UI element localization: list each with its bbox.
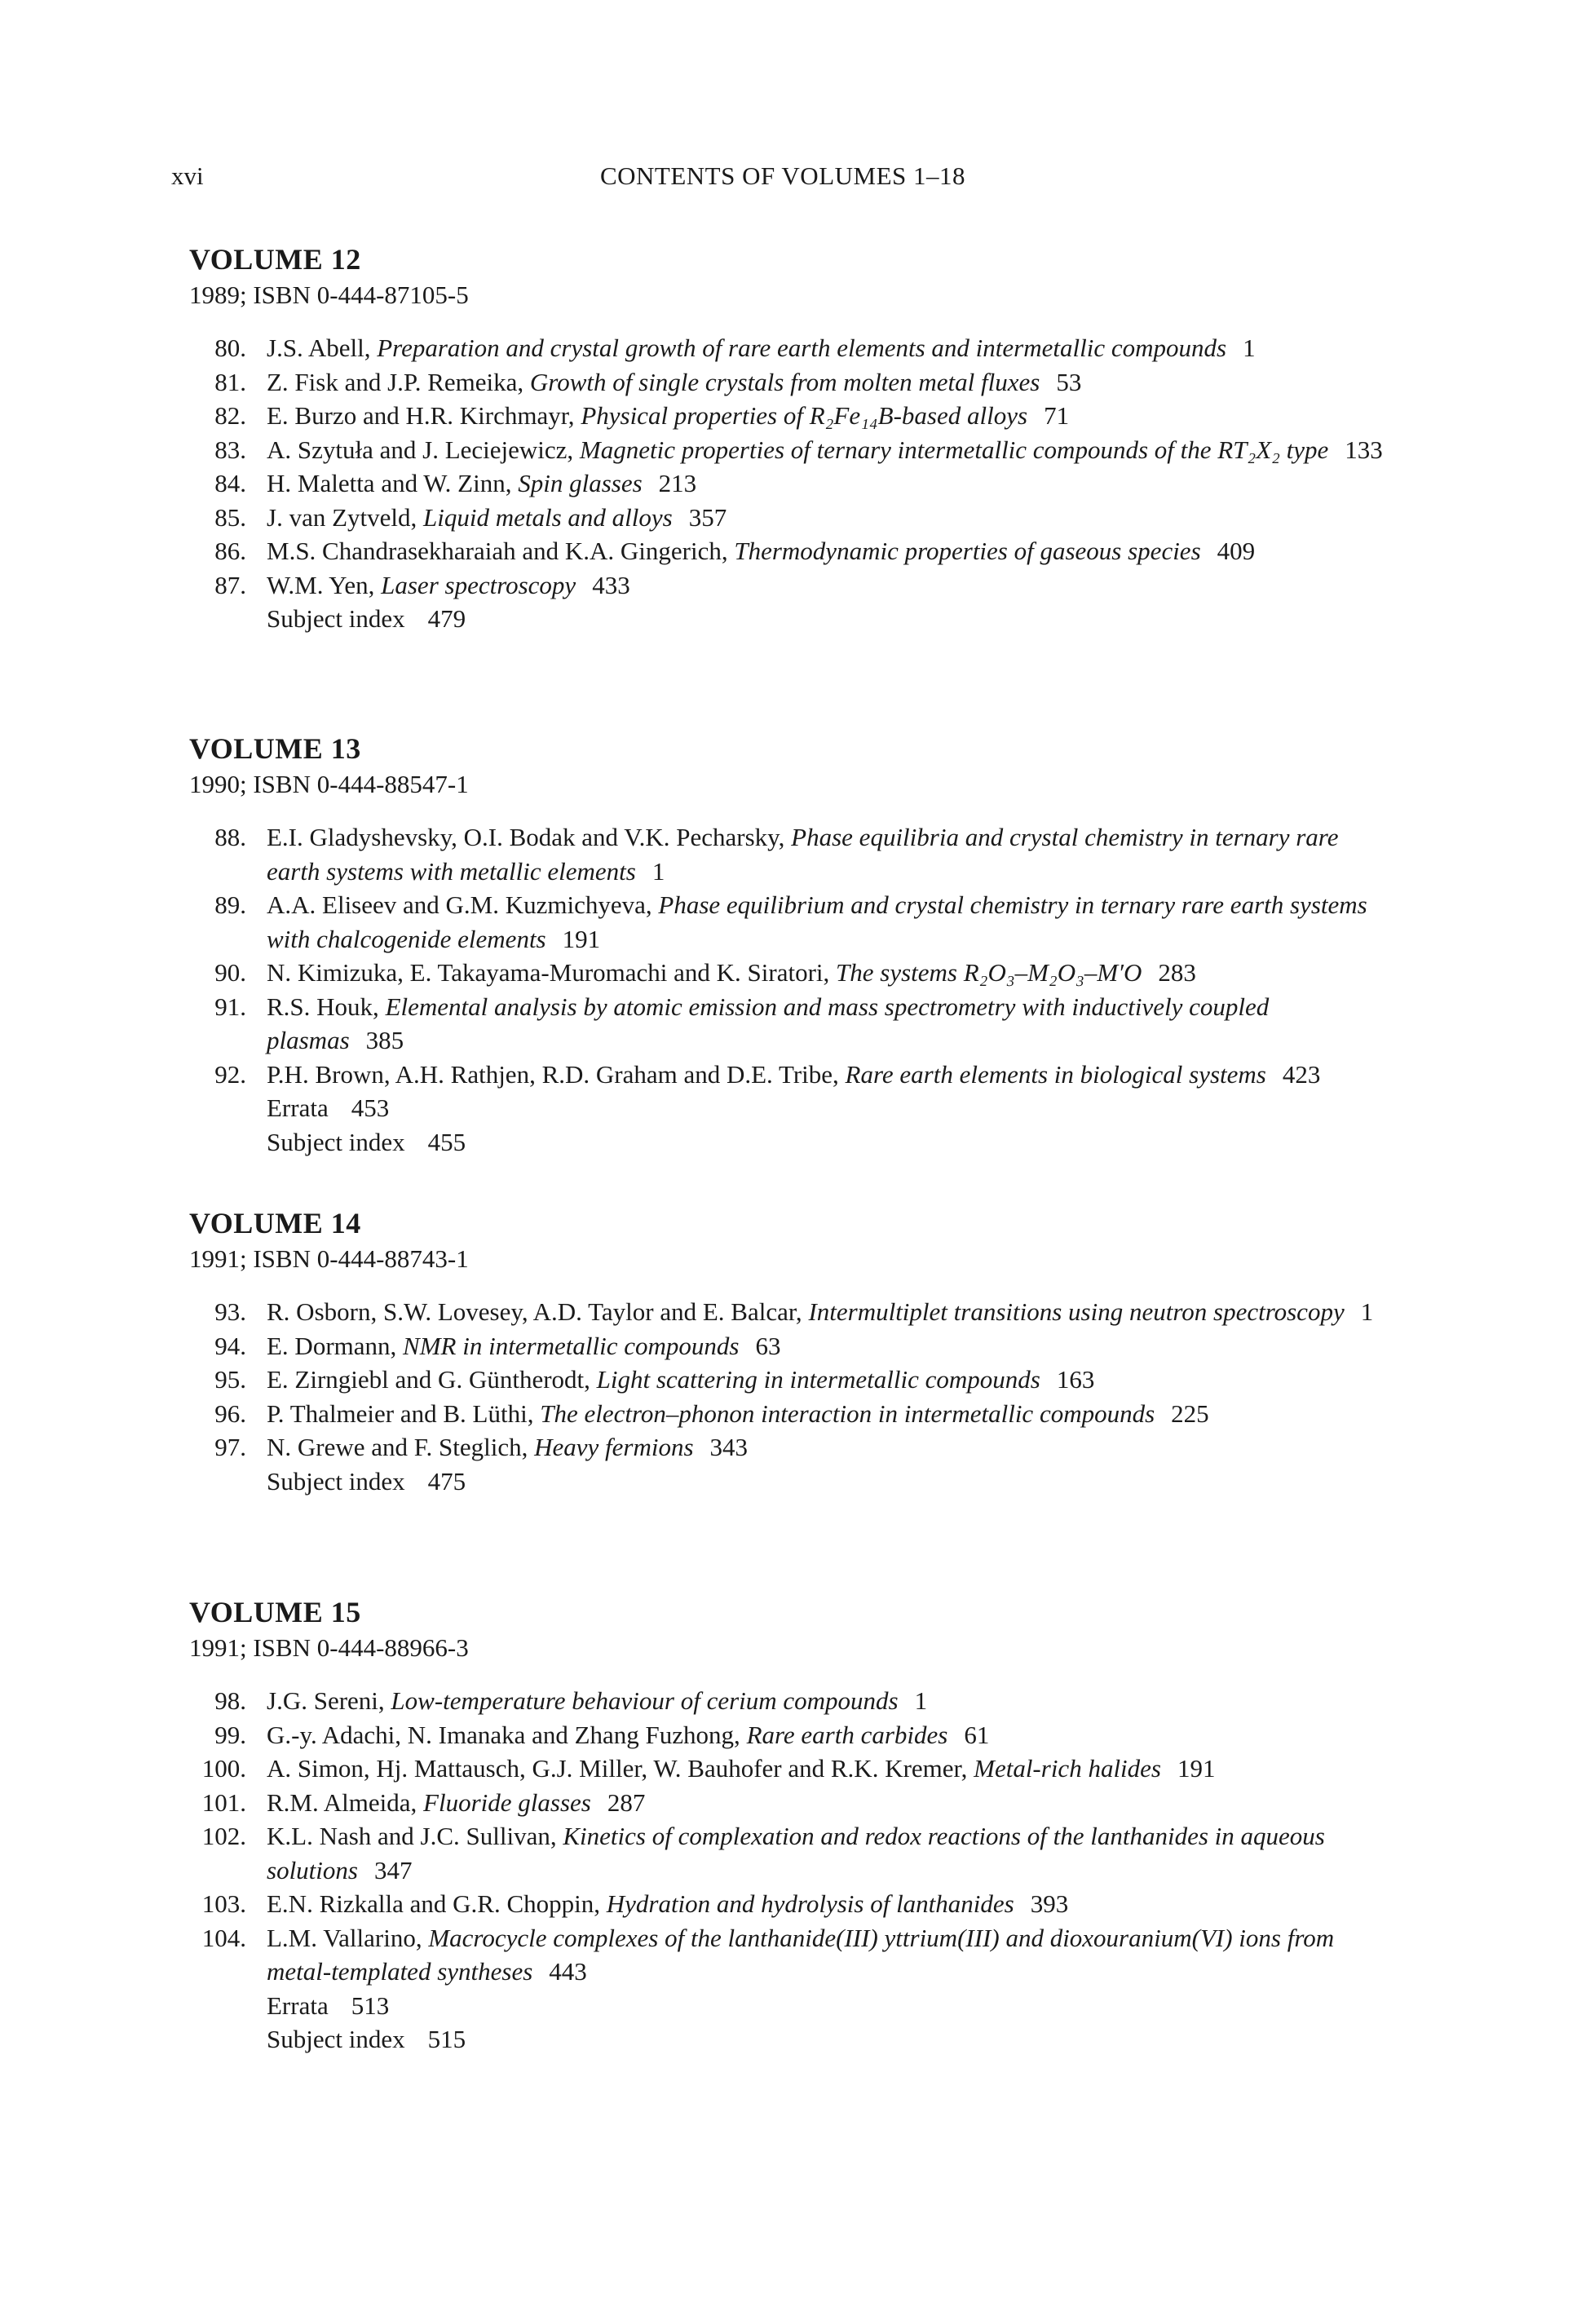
entry-page: 343	[709, 1433, 749, 1461]
entry-number: 85.	[214, 502, 246, 532]
entry-authors: R.S. Houk,	[267, 992, 379, 1021]
entry-authors: A. Simon, Hj. Mattausch, G.J. Miller, W. Bauhofer and R.K. Kremer,	[267, 1754, 968, 1783]
entry-page: 347	[373, 1855, 413, 1884]
contents-entry	[189, 1329, 1396, 1363]
entry-number: 87.	[214, 570, 246, 599]
entry-title: Phase equilibrium and crystal chemistry in ternary rare earth systems with chalcogenide elements	[267, 890, 1367, 953]
entry-title: Magnetic properties of ternary intermetallic compounds of the RT₂X₂ type	[579, 435, 1329, 464]
contents-list	[189, 1684, 1396, 2057]
contents-entry	[189, 1786, 1396, 1820]
entry-page: 423	[1282, 1059, 1321, 1089]
volume-year-isbn: 1989; ISBN 0-444-87105-5	[189, 281, 469, 309]
entry-number: 102.	[201, 1822, 246, 1850]
volume-section	[189, 1594, 1396, 2057]
entry-title: Preparation and crystal growth of rare earth elements and intermetallic compounds	[377, 334, 1227, 362]
entry-authors: J.S. Abell,	[267, 334, 371, 362]
contents-entry	[189, 888, 1396, 956]
entry-number: 100.	[201, 1754, 246, 1783]
entry-authors: P. Thalmeier and B. Lüthi,	[267, 1398, 534, 1428]
entry-title: Heavy fermions	[534, 1433, 694, 1461]
entry-number: 93.	[214, 1297, 246, 1326]
entry-number: 89.	[214, 890, 246, 919]
entry-number: 101.	[201, 1787, 246, 1817]
entry-title: NMR in intermetallic compounds	[403, 1331, 740, 1360]
entry-number: 91.	[214, 992, 246, 1021]
contents-entry	[189, 365, 1396, 400]
back-matter-page: 453	[351, 1094, 390, 1122]
entry-number: 83.	[214, 435, 246, 464]
entry-number: 103.	[201, 1889, 246, 1918]
entry-page: 53	[1056, 367, 1082, 396]
entry-title: Intermultiplet transitions using neutron spectroscopy	[808, 1297, 1345, 1326]
contents-entry	[189, 534, 1396, 568]
contents-entry	[189, 1295, 1396, 1329]
entry-title: The electron–phonon interaction in intermetallic compounds	[540, 1398, 1155, 1428]
entry-authors: E.I. Gladyshevsky, O.I. Bodak and V.K. Pecharsky,	[267, 823, 785, 851]
entry-page: 283	[1158, 958, 1196, 987]
entry-title: Spin glasses	[518, 469, 643, 497]
entry-authors: E. Dormann,	[267, 1331, 397, 1360]
back-matter-entry	[189, 1989, 1396, 2023]
back-matter-entry	[189, 1091, 1396, 1125]
contents-list	[189, 1295, 1396, 1498]
entry-authors: R. Osborn, S.W. Lovesey, A.D. Taylor and E. Balcar,	[267, 1297, 802, 1326]
contents-entry	[189, 331, 1396, 365]
entry-authors: N. Kimizuka, E. Takayama-Muromachi and K. Siratori,	[267, 958, 830, 987]
back-matter-page: 475	[427, 1466, 466, 1496]
contents-entry	[189, 1363, 1396, 1397]
contents-entry	[189, 433, 1396, 467]
volume-year-isbn: 1990; ISBN 0-444-88547-1	[189, 770, 469, 798]
contents-entry	[189, 1058, 1396, 1092]
back-matter-label: Errata	[267, 1990, 329, 2020]
contents-entry	[189, 1752, 1396, 1786]
entry-page: 385	[365, 1026, 404, 1054]
contents-entry	[189, 466, 1396, 501]
entry-page: 1	[914, 1686, 928, 1715]
entry-page: 1	[1243, 334, 1256, 362]
contents-entry	[189, 956, 1396, 990]
entry-authors: A.A. Eliseev and G.M. Kuzmichyeva,	[267, 890, 652, 919]
entry-authors: K.L. Nash and J.C. Sullivan,	[267, 1822, 557, 1850]
back-matter-label: Errata	[267, 1094, 329, 1122]
back-matter-page: 455	[427, 1127, 466, 1156]
entry-number: 99.	[214, 1720, 246, 1749]
entry-authors: E. Zirngiebl and G. Güntherodt,	[267, 1365, 590, 1394]
back-matter-label: Subject index	[267, 1466, 405, 1496]
contents-entry	[189, 820, 1396, 888]
entry-authors: L.M. Vallarino,	[267, 1923, 422, 1952]
entry-title: Liquid metals and alloys	[423, 502, 673, 532]
volume-section	[189, 1205, 1396, 1498]
entry-number: 97.	[214, 1433, 246, 1461]
entry-title: Low-temperature behaviour of cerium compounds	[391, 1686, 899, 1715]
contents-entry	[189, 501, 1396, 535]
volume-year-isbn: 1991; ISBN 0-444-88743-1	[189, 1244, 469, 1273]
running-title: CONTENTS OF VOLUMES 1–18	[599, 161, 966, 190]
contents-entry	[189, 1430, 1396, 1465]
entry-title: Elemental analysis by atomic emission and mass spectrometry with inductively coupled plasmas	[267, 992, 1270, 1054]
contents-entry	[189, 1921, 1396, 1989]
entry-page: 1	[651, 856, 665, 886]
entry-number: 92.	[214, 1059, 246, 1089]
entry-title: The systems R₂O₃–M₂O₃–M′O	[836, 958, 1142, 987]
contents-entry	[189, 568, 1396, 603]
entry-authors: M.S. Chandrasekharaiah and K.A. Gingerich,	[267, 537, 728, 565]
entry-page: 393	[1030, 1889, 1069, 1918]
volume-year-isbn: 1991; ISBN 0-444-88966-3	[189, 1633, 469, 1662]
contents-entry	[189, 1718, 1396, 1752]
back-matter-page: 513	[351, 1990, 390, 2020]
volume-title: VOLUME 14	[189, 1207, 361, 1239]
entry-number: 95.	[214, 1365, 246, 1394]
entry-page: 191	[1177, 1754, 1216, 1783]
entry-number: 84.	[214, 469, 246, 497]
entry-authors: R.M. Almeida,	[267, 1787, 417, 1817]
entry-authors: E. Burzo and H.R. Kirchmayr,	[267, 401, 575, 430]
entry-number: 96.	[214, 1398, 246, 1428]
back-matter-entry	[189, 1465, 1396, 1499]
contents-entry	[189, 399, 1396, 433]
entry-title: Physical properties of R₂Fe₁₄B-based alloys	[581, 401, 1028, 430]
contents-list	[189, 820, 1396, 1159]
entry-page: 357	[688, 502, 727, 532]
entry-title: Laser spectroscopy	[381, 570, 576, 599]
entry-page: 225	[1171, 1398, 1209, 1428]
back-matter-entry	[189, 2022, 1396, 2057]
entry-page: 61	[964, 1720, 990, 1749]
entry-title: Fluoride glasses	[423, 1787, 591, 1817]
entry-page: 63	[755, 1331, 781, 1360]
back-matter-label: Subject index	[267, 604, 405, 633]
entry-number: 86.	[214, 537, 246, 565]
entry-title: Rare earth carbides	[746, 1720, 948, 1749]
entry-number: 94.	[214, 1331, 246, 1360]
entry-authors: J.G. Sereni,	[267, 1686, 385, 1715]
entry-page: 133	[1345, 435, 1383, 464]
entry-page: 213	[658, 469, 697, 497]
entry-authors: J. van Zytveld,	[267, 502, 417, 532]
entry-page: 443	[549, 1957, 587, 1986]
back-matter-page: 515	[427, 2025, 466, 2053]
back-matter-label: Subject index	[267, 2025, 405, 2053]
volume-title: VOLUME 12	[189, 243, 361, 276]
entry-authors: H. Maletta and W. Zinn,	[267, 469, 512, 497]
contents-list	[189, 331, 1396, 636]
entry-page: 163	[1056, 1365, 1095, 1394]
entry-page: 71	[1044, 401, 1070, 430]
entry-number: 81.	[214, 367, 246, 396]
entry-authors: P.H. Brown, A.H. Rathjen, R.D. Graham and D.E. Tribe,	[267, 1059, 839, 1089]
entry-authors: G.-y. Adachi, N. Imanaka and Zhang Fuzhong,	[267, 1720, 740, 1749]
entry-title: Rare earth elements in biological systems	[845, 1059, 1266, 1089]
entry-page: 287	[607, 1787, 646, 1817]
running-head	[171, 161, 1394, 202]
entry-title: Hydration and hydrolysis of lanthanides	[606, 1889, 1014, 1918]
volume-title: VOLUME 13	[189, 732, 361, 765]
entry-title: Metal-rich halides	[974, 1754, 1161, 1783]
entry-title: Growth of single crystals from molten metal fluxes	[529, 367, 1040, 396]
entry-authors: N. Grewe and F. Steglich,	[267, 1433, 528, 1461]
entry-page: 433	[592, 570, 630, 599]
entry-page: 1	[1360, 1297, 1374, 1326]
volume-section	[189, 731, 1396, 1159]
entry-title: Light scattering in intermetallic compounds	[596, 1365, 1040, 1394]
entry-page: 409	[1217, 537, 1256, 565]
back-matter-entry	[189, 602, 1396, 636]
volume-title: VOLUME 15	[189, 1596, 361, 1628]
entry-authors: W.M. Yen,	[267, 570, 375, 599]
contents-entry	[189, 1397, 1396, 1431]
back-matter-label: Subject index	[267, 1127, 405, 1156]
volume-section	[189, 241, 1396, 636]
entry-number: 88.	[214, 823, 246, 851]
back-matter-page: 479	[427, 604, 466, 633]
back-matter-entry	[189, 1125, 1396, 1160]
entry-number: 98.	[214, 1686, 246, 1715]
entry-number: 80.	[214, 334, 246, 362]
entry-number: 104.	[201, 1923, 246, 1952]
page-number: xvi	[171, 161, 204, 190]
entry-number: 90.	[214, 958, 246, 987]
contents-entry	[189, 1819, 1396, 1887]
entry-authors: A. Szytuła and J. Leciejewicz,	[267, 435, 574, 464]
contents-entry	[189, 1887, 1396, 1921]
entry-title: Macrocycle complexes of the lanthanide(III) yttrium(III) and dioxouranium(VI) ions from metal-templated syntheses	[267, 1923, 1335, 1986]
contents-entry	[189, 990, 1396, 1058]
entry-title: Kinetics of complexation and redox reactions of the lanthanides in aqueous solutions	[267, 1822, 1325, 1884]
entry-authors: Z. Fisk and J.P. Remeika,	[267, 367, 524, 396]
entry-authors: E.N. Rizkalla and G.R. Choppin,	[267, 1889, 600, 1918]
entry-title: Phase equilibria and crystal chemistry in ternary rare earth systems with metallic elements	[267, 823, 1339, 886]
entry-page: 191	[562, 924, 601, 953]
entry-number: 82.	[214, 401, 246, 430]
contents-entry	[189, 1684, 1396, 1718]
entry-title: Thermodynamic properties of gaseous species	[734, 537, 1201, 565]
